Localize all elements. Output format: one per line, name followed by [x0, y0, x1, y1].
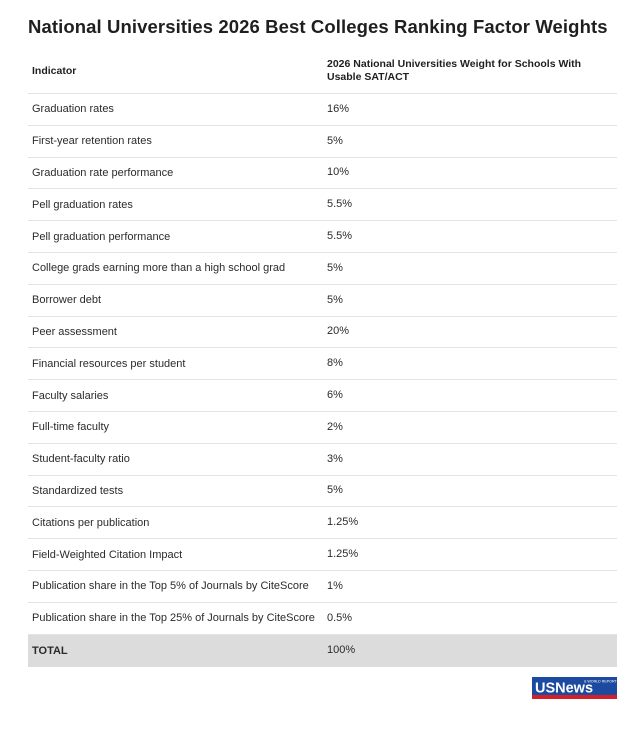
table-row [28, 507, 617, 539]
logo-tagline: & WORLD REPORT [584, 679, 617, 684]
table-row [28, 94, 617, 126]
usnews-logo [532, 677, 617, 699]
table-row [28, 571, 617, 603]
table-row [28, 380, 617, 412]
indicator-cell: Graduation rate performance [32, 166, 174, 179]
table-header-row [28, 48, 617, 94]
indicator-cell: Publication share in the Top 5% of Journals by CiteScore [32, 580, 309, 593]
indicator-cell: Peer assessment [32, 325, 117, 338]
header-indicator: Indicator [32, 64, 77, 77]
weight-cell: 16% [327, 102, 350, 115]
weight-cell: 1% [327, 579, 343, 592]
weight-cell: 8% [327, 357, 343, 370]
header-weight: 2026 National Universities Weight for Schools With Usable SAT/ACT [327, 57, 582, 83]
weight-cell: 6% [327, 389, 343, 402]
table-total-row [28, 635, 617, 667]
table-row [28, 158, 617, 190]
weight-cell: 1.25% [327, 548, 359, 561]
table-row [28, 539, 617, 571]
weight-cell: 5.5% [327, 198, 353, 211]
logo-wordmark: USNews [535, 680, 594, 697]
total-value: 100% [327, 644, 356, 657]
table-row [28, 285, 617, 317]
table-row [28, 348, 617, 380]
indicator-cell: Field-Weighted Citation Impact [32, 548, 183, 561]
weight-cell: 5.5% [327, 230, 353, 243]
ranking-weights-table [28, 48, 617, 667]
table-row [28, 317, 617, 349]
table-row [28, 412, 617, 444]
weight-cell: 3% [327, 452, 343, 465]
indicator-cell: Graduation rates [32, 103, 114, 116]
page-title: National Universities 2026 Best Colleges Ranking Factor Weights [28, 16, 608, 37]
table-row [28, 126, 617, 158]
indicator-cell: Faculty salaries [32, 389, 109, 402]
indicator-cell: Student-faculty ratio [32, 453, 130, 466]
table-row [28, 476, 617, 508]
weight-cell: 5% [327, 134, 343, 147]
indicator-cell: Standardized tests [32, 484, 124, 497]
table-row [28, 603, 617, 635]
indicator-cell: Pell graduation performance [32, 230, 171, 243]
indicator-cell: Borrower debt [32, 294, 102, 307]
total-label: TOTAL [32, 644, 68, 657]
table-row [28, 444, 617, 476]
indicator-cell: Publication share in the Top 25% of Journals by CiteScore [32, 612, 315, 625]
weight-cell: 5% [327, 261, 343, 274]
indicator-cell: Pell graduation rates [32, 198, 133, 211]
weight-cell: 10% [327, 166, 350, 179]
weight-cell: 20% [327, 325, 350, 338]
weight-cell: 5% [327, 484, 343, 497]
weight-cell: 5% [327, 293, 343, 306]
indicator-cell: College grads earning more than a high school grad [32, 262, 286, 275]
weight-cell: 0.5% [327, 611, 353, 624]
table-row [28, 221, 617, 253]
table-row [28, 253, 617, 285]
table-row [28, 189, 617, 221]
indicator-cell: Citations per publication [32, 516, 150, 529]
indicator-cell: First-year retention rates [32, 135, 152, 148]
indicator-cell: Full-time faculty [32, 421, 110, 434]
weight-cell: 2% [327, 420, 343, 433]
indicator-cell: Financial resources per student [32, 357, 186, 370]
weight-cell: 1.25% [327, 516, 359, 529]
